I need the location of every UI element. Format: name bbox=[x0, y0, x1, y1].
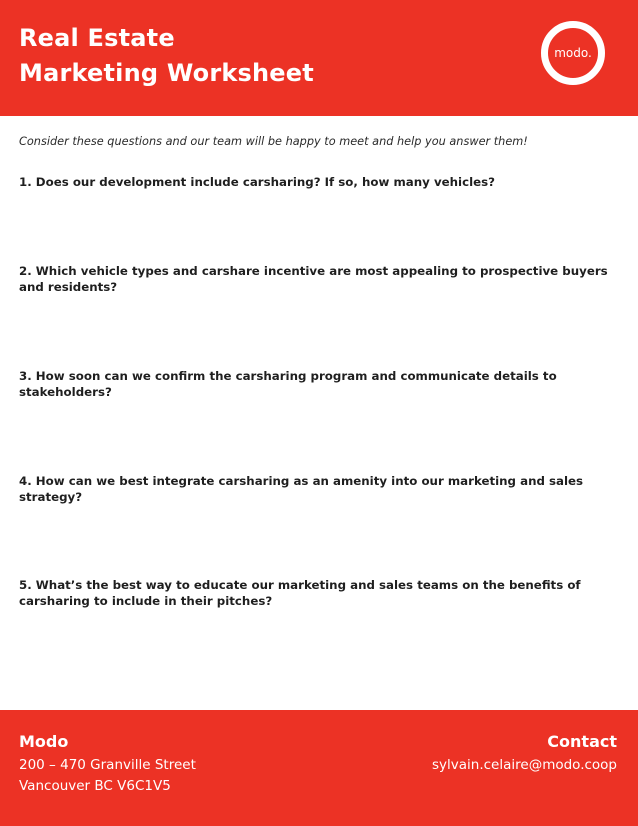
header-banner bbox=[0, 0, 638, 116]
title-line-1: Real Estate bbox=[19, 24, 175, 52]
logo-text: modo. bbox=[554, 46, 592, 60]
question-2: 2. Which vehicle types and carshare incentive are most appealing to prospective buyers and residents? bbox=[19, 264, 608, 294]
footer-org-name: Modo bbox=[19, 732, 69, 751]
footer-contact-label: Contact bbox=[547, 732, 617, 751]
question-1: 1. Does our development include carsharing? If so, how many vehicles? bbox=[19, 175, 495, 189]
page-title bbox=[19, 21, 314, 91]
footer-address-line-2: Vancouver BC V6C1V5 bbox=[19, 778, 171, 794]
footer-banner bbox=[0, 710, 638, 826]
question-3: 3. How soon can we confirm the carsharing program and communicate details to stakeholders? bbox=[19, 369, 557, 399]
intro-text: Consider these questions and our team will be happy to meet and help you answer them! bbox=[19, 135, 528, 148]
modo-logo bbox=[541, 21, 605, 85]
title-line-2: Marketing Worksheet bbox=[19, 59, 314, 87]
footer-contact-email[interactable]: sylvain.celaire@modo.coop bbox=[432, 757, 617, 773]
question-5: 5. What’s the best way to educate our marketing and sales teams on the benefits of carsharing to include in their pitches? bbox=[19, 578, 581, 608]
question-4: 4. How can we best integrate carsharing as an amenity into our marketing and sales strategy? bbox=[19, 474, 584, 504]
footer-address-line-1: 200 – 470 Granville Street bbox=[19, 757, 196, 773]
